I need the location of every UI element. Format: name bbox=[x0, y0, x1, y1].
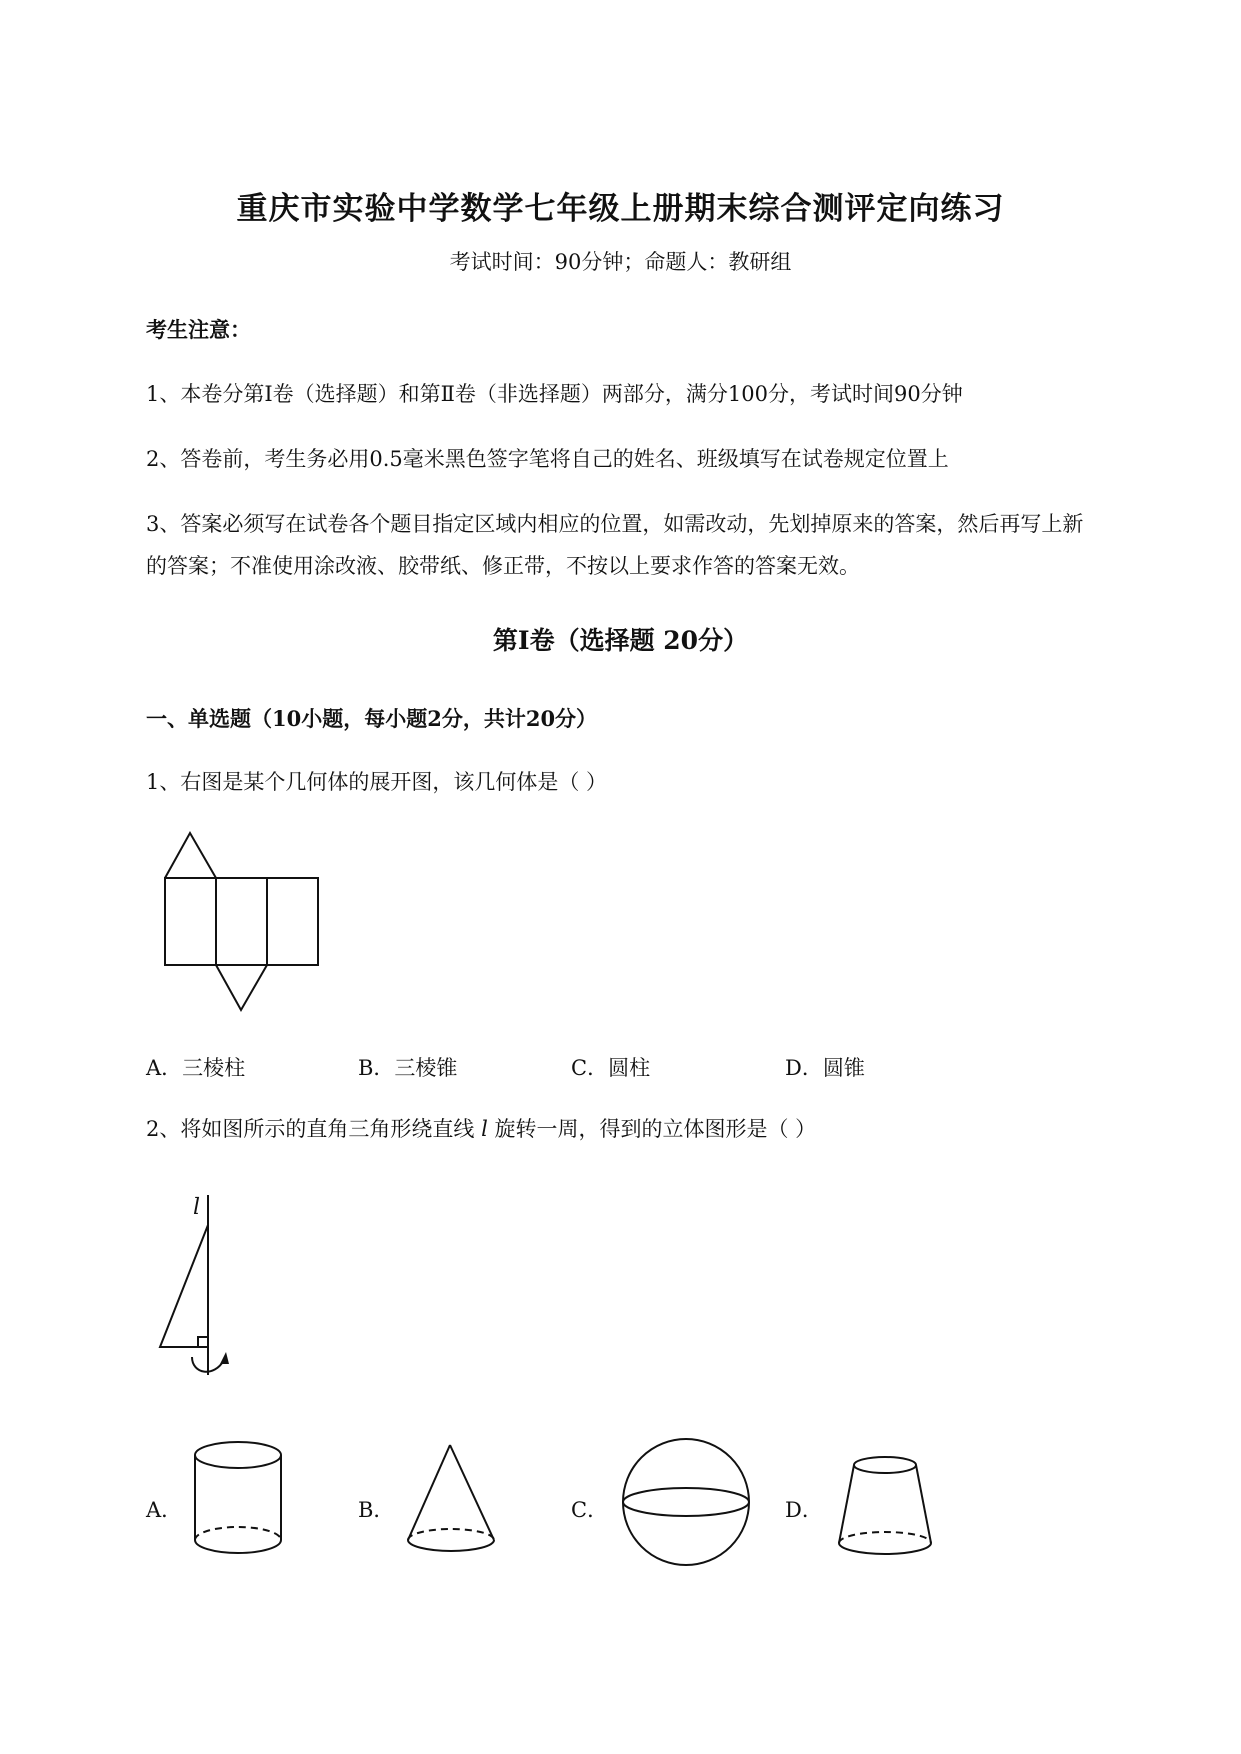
exam-info: 考试时间：90分钟；命题人：教研组 bbox=[449, 250, 792, 274]
notice-item-3-continued: 的答案；不准使用涂改液、胶带纸、修正带，不按以上要求作答的答案无效。 bbox=[146, 554, 860, 578]
question-2-variable-l: l bbox=[481, 1117, 488, 1141]
question-2-option-c[interactable]: C． bbox=[571, 1498, 609, 1522]
question-1-option-a[interactable]: A．三棱柱 bbox=[146, 1056, 246, 1080]
notice-item-3: 3、答案必须写在试卷各个题目指定区域内相应的位置，如需改动，先划掉原来的答案，然后再写上新 bbox=[146, 512, 1084, 536]
question-2-option-b[interactable]: B． bbox=[358, 1498, 395, 1522]
question-1-option-c[interactable]: C．圆柱 bbox=[571, 1056, 651, 1080]
question-2-stem-part1: 2、将如图所示的直角三角形绕直线 bbox=[146, 1117, 475, 1141]
question-2-stem-part2: 旋转一周，得到的立体图形是（ ） bbox=[494, 1117, 817, 1141]
line-l-label: l bbox=[193, 1195, 201, 1220]
question-1-option-b[interactable]: B．三棱锥 bbox=[358, 1056, 458, 1080]
notice-item-2: 2、答卷前，考生务必用0.5毫米黑色签字笔将自己的姓名、班级填写在试卷规定位置上 bbox=[146, 447, 949, 471]
section-title: 第Ⅰ卷（选择题 20分） bbox=[492, 626, 749, 655]
question-2-option-d[interactable]: D． bbox=[785, 1498, 823, 1522]
notice-item-1: 1、本卷分第Ⅰ卷（选择题）和第Ⅱ卷（非选择题）两部分，满分100分，考试时间90分钟 bbox=[146, 382, 963, 406]
part-title: 一、单选题（10小题，每小题2分，共计20分） bbox=[146, 706, 598, 731]
notice-heading: 考生注意： bbox=[146, 317, 251, 342]
question-2-option-a[interactable]: A． bbox=[146, 1498, 183, 1522]
question-1-option-d[interactable]: D．圆锥 bbox=[785, 1056, 865, 1080]
page-title: 重庆市实验中学数学七年级上册期末综合测评定向练习 bbox=[236, 191, 1005, 227]
question-1-stem: 1、右图是某个几何体的展开图，该几何体是（ ） bbox=[146, 770, 608, 794]
